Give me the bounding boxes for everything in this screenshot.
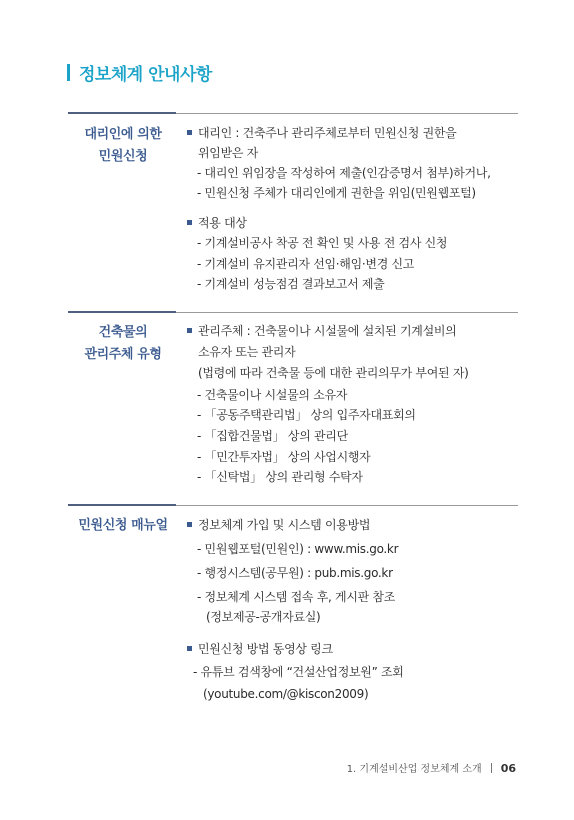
- content-line: - 민원신청 주체가 대리인에게 권한을 위임(민원웹포털): [197, 186, 476, 200]
- section-label-line: 건축물의: [98, 325, 148, 340]
- content-line: - 「신탁법」 상의 관리형 수탁자: [197, 470, 363, 484]
- content-line: - 기계설비 유지관리자 선임·해임·변경 신고: [197, 257, 415, 271]
- content-line: - 건축물이나 시설물의 소유자: [197, 388, 348, 402]
- content-line: - 「공동주택관리법」 상의 입주자대표회의: [197, 408, 416, 422]
- section-divider-accent: [68, 311, 176, 313]
- content-line: 적용 대상: [187, 214, 247, 232]
- square-bullet-icon: [187, 646, 192, 651]
- section-label-line: 민원신청 매뉴얼: [78, 518, 168, 533]
- section-label-manual: [68, 515, 178, 537]
- content-line: - 「집합건물법」 상의 관리단: [197, 429, 348, 443]
- content-line: - 기계설비 성능점검 결과보고서 제출: [197, 277, 385, 291]
- square-bullet-icon: [187, 130, 192, 135]
- content-line: 관리주체 : 건축물이나 시설물에 설치된 기계설비의: [187, 322, 456, 340]
- content-line: (youtube.com/@kiscon2009): [203, 687, 369, 701]
- content-line: - 대리인 위임장을 작성하여 제출(인감증명서 첨부)하거나,: [197, 166, 491, 180]
- section-label-proxy: [68, 124, 178, 168]
- section-label-line: 대리인에 의한: [84, 127, 162, 142]
- page-number: 06: [500, 762, 516, 775]
- section-label-line: 민원신청: [98, 149, 148, 164]
- section-divider: [68, 113, 518, 114]
- content-line: - 민원웹포털(민원인) : www.mis.go.kr: [197, 542, 399, 556]
- section-divider: [68, 312, 518, 313]
- content-line: 정보체계 가입 및 시스템 이용방법: [187, 516, 370, 534]
- content-line: - 유튜브 검색창에 “건설산업정보원” 조회: [193, 665, 404, 679]
- content-line: 대리인 : 건축주나 관리주체로부터 민원신청 권한을: [187, 124, 456, 142]
- square-bullet-icon: [187, 220, 192, 225]
- square-bullet-icon: [187, 522, 192, 527]
- page-footer: [347, 760, 516, 775]
- content-line: 위임받은 자: [198, 146, 258, 160]
- section-divider: [68, 505, 518, 506]
- page-title: 정보체계 안내사항: [79, 65, 212, 85]
- content-line: - 기계설비공사 착공 전 확인 및 사용 전 검사 신청: [197, 236, 448, 250]
- section-divider-accent: [68, 112, 176, 114]
- content-line: 민원신청 방법 동영상 링크: [187, 640, 333, 658]
- square-bullet-icon: [187, 328, 192, 333]
- content-line: - 정보체계 시스템 접속 후, 게시판 참조: [197, 590, 396, 604]
- content-line: 소유자 또는 관리자: [198, 345, 296, 359]
- content-line: - 행정시스템(공무원) : pub.mis.go.kr: [197, 566, 393, 580]
- footer-chapter: 1. 기계설비산업 정보체계 소개: [346, 764, 482, 775]
- section-divider-accent: [68, 504, 176, 506]
- title-accent-bar: [67, 64, 70, 81]
- content-line: (정보제공-공개자료실): [206, 610, 321, 624]
- section-label-line: 관리주체 유형: [84, 347, 162, 362]
- footer-divider: [491, 763, 492, 773]
- content-line: - 「민간투자법」 상의 사업시행자: [197, 450, 371, 464]
- content-line: (법령에 따라 건축물 등에 대한 관리의무가 부여된 자): [198, 366, 469, 380]
- section-label-building: [68, 322, 178, 366]
